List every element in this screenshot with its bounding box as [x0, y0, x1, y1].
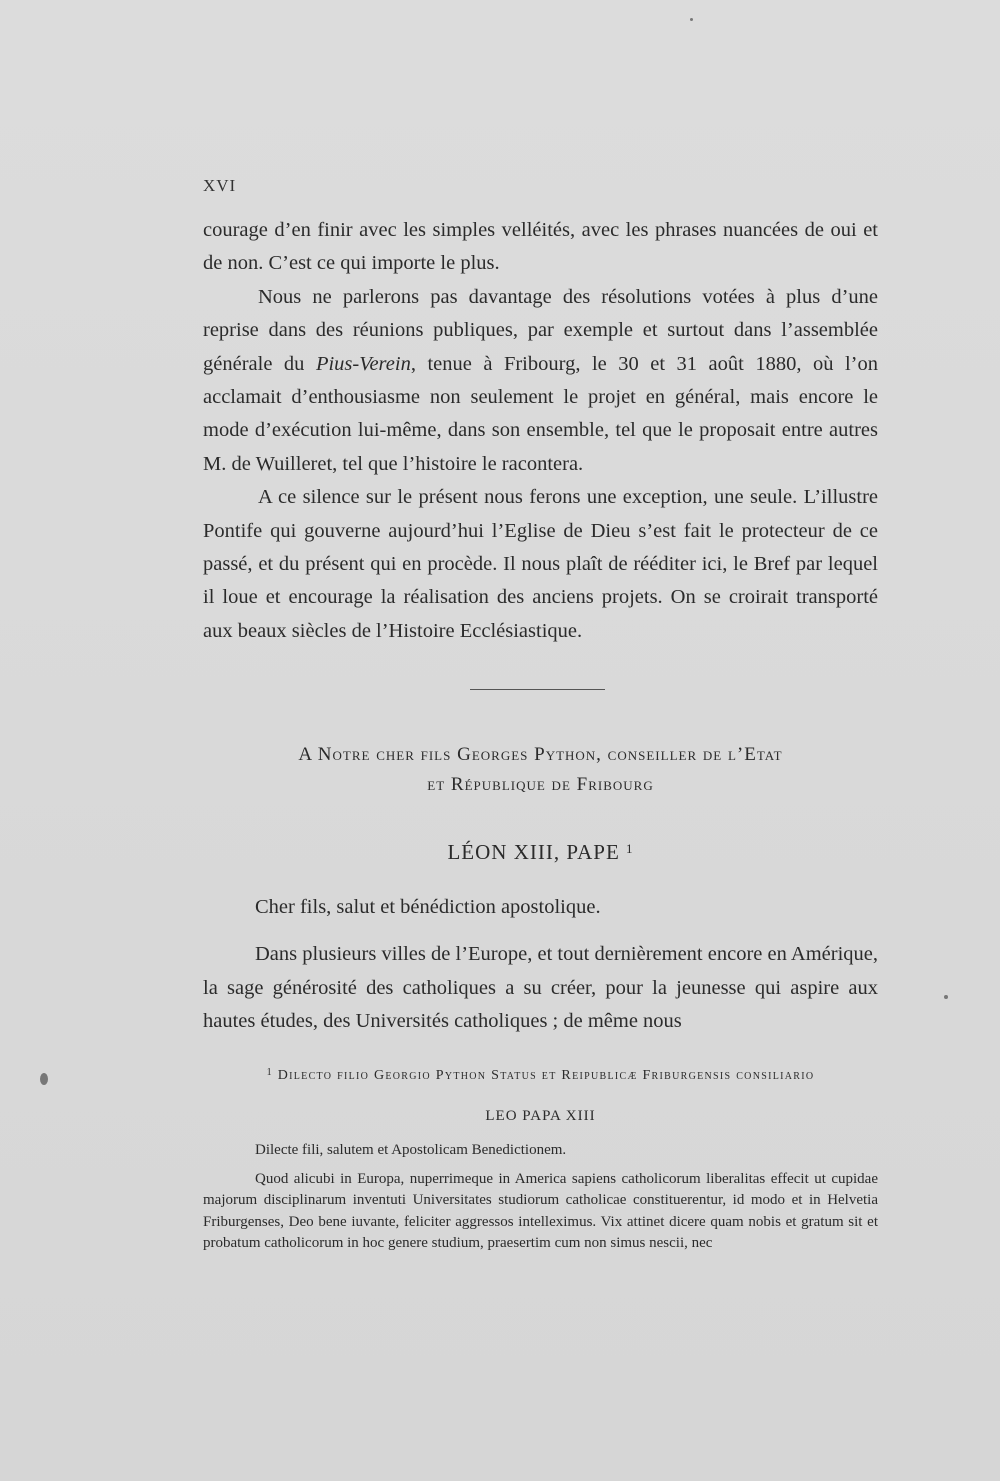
resolutions-text-before: Nous ne parlerons pas davantage des résolutions votées à plus d’une reprise dans des réunions publiques, par exemple et surtout dans l’assemblée générale du — [203, 285, 878, 375]
paragraph-continuation: courage d’en finir avec les simples velléités, avec les phrases nuancées de oui et de non. C’est ce qui importe le plus. — [203, 219, 878, 275]
letter-address — [203, 740, 878, 800]
pius-verein-name: Pius-Verein — [315, 352, 411, 375]
resolutions-text-after: , tenue à Fribourg, le 30 et 31 août 1880, où l’on acclamait d’enthousiasme non seulement le projet en général, mais encore le mode d’exécution lui-même, dans son ensemble, tel que le proposait entre autres M. de Wuilleret, tel que l’histoire le racontera. — [203, 352, 879, 475]
footnote-address — [203, 1067, 878, 1084]
footnote-paragraph: Quod alicubi in Europa, nuperrimeque in America sapiens catholicorum liberalitas effecit ut cupidae majorum disciplinarum inventuti Universitates studiorum catholicae constituerentur, id modo et in Helvetia Friburgenses, Deo bene iuvante, feliciter aggressos intelleximus. Vix attinet dicere quam nobis et gratum sit et probatum catholicorum in hoc genere studium, praesertim cum non simus nescii, nec — [203, 1170, 878, 1251]
footnote-address-text: Dilecto filio Georgio Python Status et Reipublicæ Friburgensis consiliario — [277, 1068, 815, 1083]
letter-body — [203, 891, 878, 1039]
main-text — [203, 214, 878, 648]
paper-speck — [944, 995, 948, 999]
footnote-heading: LEO PAPA XIII — [485, 1108, 596, 1124]
paragraph-exception: A ce silence sur le présent nous ferons une exception, une seule. L’illustre Pontife qui gouverne aujourd’hui l’Eglise de Dieu s’est fait le protecteur de ce passé, et du présent qui en procède. Il nous plaît de rééditer ici, le Bref par lequel il loue et encourage la réalisation des anciens projets. On se croirait transporté aux beaux siècles de l’Histoire Ecclésiastique. — [203, 486, 878, 642]
footnote-reference: 1 — [626, 841, 634, 856]
footnote-text — [203, 1140, 878, 1255]
address-line-2: et République de Fribourg — [427, 774, 654, 795]
paragraph-resolutions — [203, 281, 878, 481]
letter-heading — [203, 840, 878, 865]
footnote-salutation: Dilecte fili, salutem et Apostolicam Benedictionem. — [255, 1142, 567, 1158]
address-line-1: A Notre cher fils Georges Python, conseiller de l’Etat — [298, 744, 783, 765]
paper-speck — [690, 18, 693, 21]
letter-paragraph: Dans plusieurs villes de l’Europe, et tout dernièrement encore en Amérique, la sage générosité des catholiques a su créer, pour la jeunesse qui aspire aux hautes études, des Universités catholiques ; de même nous — [203, 943, 878, 1033]
paper-speck — [40, 1073, 48, 1085]
footnote-mark: 1 — [266, 1067, 273, 1078]
letter-salutation: Cher fils, salut et bénédiction apostolique. — [255, 896, 601, 918]
letter-title: LÉON XIII, PAPE — [447, 840, 620, 864]
section-divider — [470, 689, 605, 690]
page-number: XVI — [203, 176, 237, 195]
